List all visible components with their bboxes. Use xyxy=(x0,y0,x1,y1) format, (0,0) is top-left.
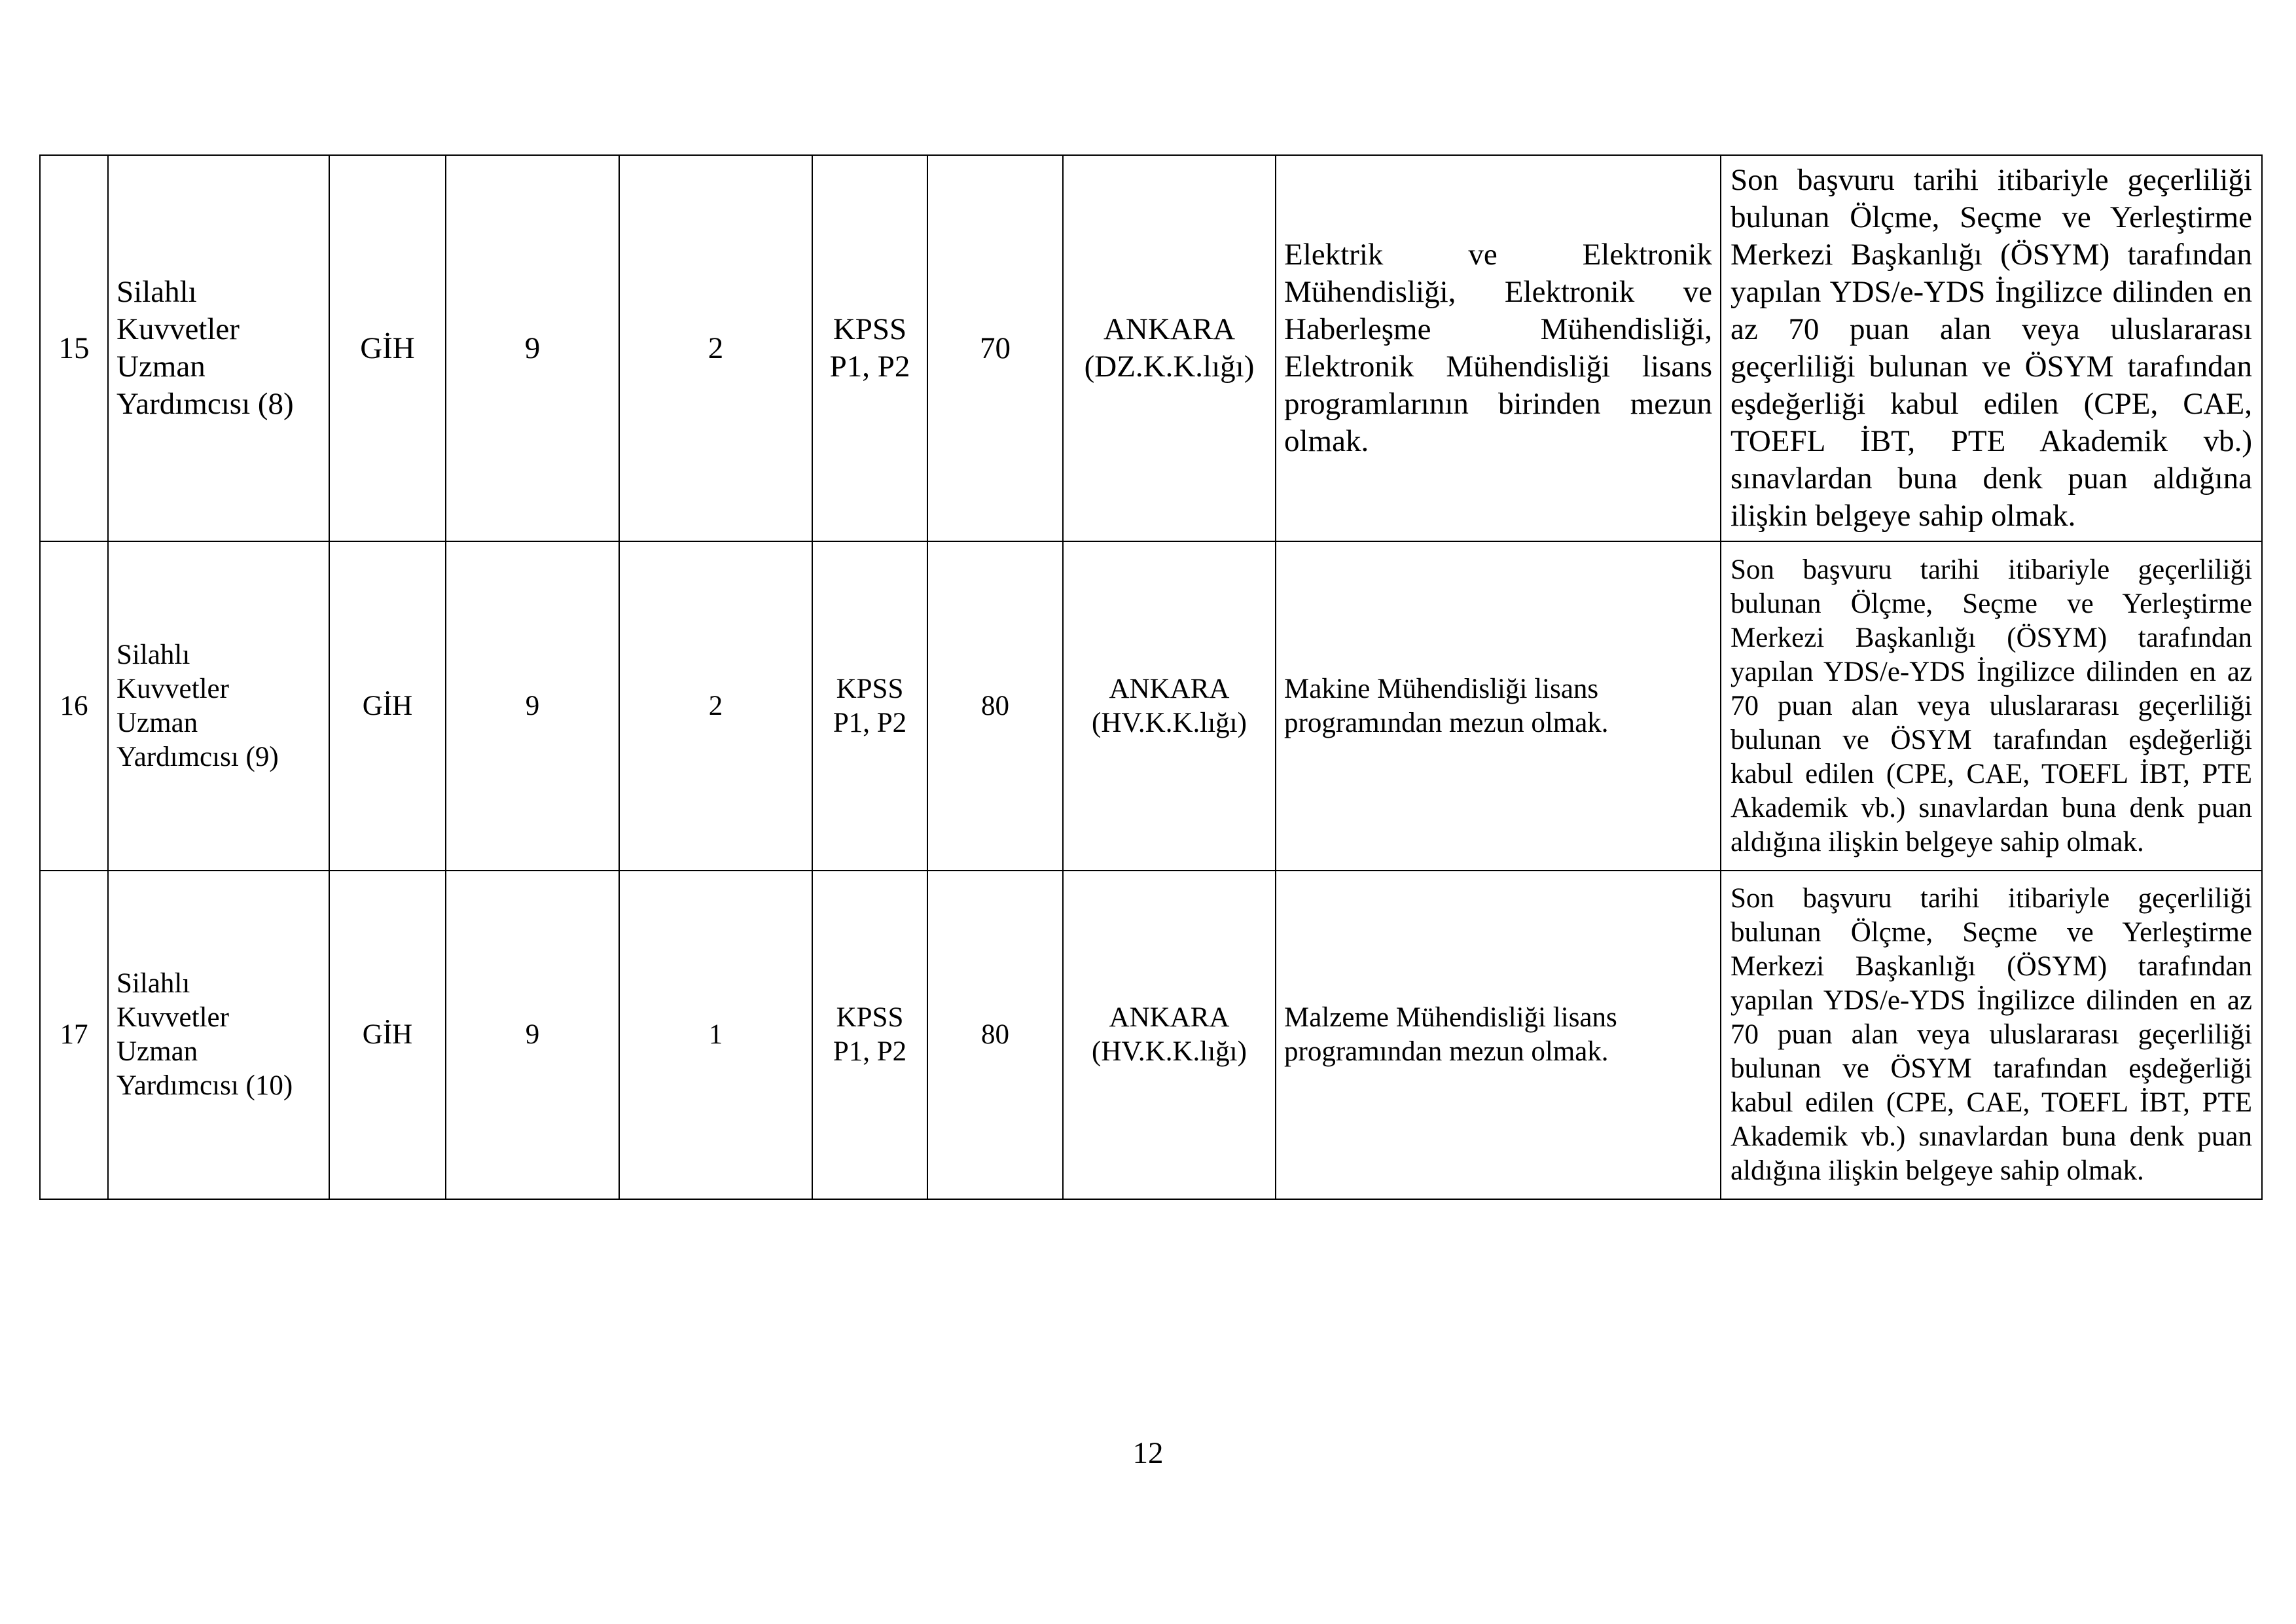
position-title-line: Silahlı xyxy=(117,639,190,670)
location-line: (HV.K.K.lığı) xyxy=(1092,1036,1247,1067)
position-title-line: Silahlı xyxy=(117,275,197,309)
class-cell: GİH xyxy=(329,871,446,1199)
score-cell: 70 xyxy=(927,155,1063,541)
position-title xyxy=(108,871,329,1199)
position-title-line: Uzman xyxy=(117,350,206,384)
grade-cell: 9 xyxy=(446,871,619,1199)
table-row xyxy=(40,541,2262,871)
position-table xyxy=(39,154,2263,1200)
location-line: ANKARA xyxy=(1109,1002,1230,1033)
position-title-line: Uzman xyxy=(117,1036,198,1067)
position-title xyxy=(108,155,329,541)
location-line: (HV.K.K.lığı) xyxy=(1092,707,1247,738)
table-row xyxy=(40,871,2262,1199)
row-number: 16 xyxy=(40,541,108,871)
location-line: ANKARA xyxy=(1109,673,1230,704)
location-cell xyxy=(1063,541,1276,871)
exam-cell xyxy=(812,541,927,871)
education-cell: Malzeme Mühendisliği lisans programından mezun olmak. xyxy=(1276,871,1721,1199)
location-cell xyxy=(1063,871,1276,1199)
count-cell: 1 xyxy=(619,871,812,1199)
grade-cell: 9 xyxy=(446,155,619,541)
position-title-line: Kuvvetler xyxy=(117,673,229,704)
exam-line: P1, P2 xyxy=(833,707,907,738)
position-title-line: Yardımcısı (8) xyxy=(117,387,294,421)
location-line: ANKARA xyxy=(1103,312,1236,346)
location-cell xyxy=(1063,155,1276,541)
position-title-line: Uzman xyxy=(117,707,198,738)
requirements-cell: Son başvuru tarihi itibariyle geçerliliği bulunan Ölçme, Seçme ve Yerleştirme Merkezi Başkanlığı (ÖSYM) tarafından yapılan YDS/e-YDS İngilizce dilinden en az 70 puan alan veya uluslararası geçerliliği bulunan ve ÖSYM tarafından eşdeğerliği kabul edilen (CPE, CAE, TOEFL İBT, PTE Akademik vb.) sınavlardan buna denk puan aldığına ilişkin belgeye sahip olmak. xyxy=(1721,871,2262,1199)
exam-cell xyxy=(812,871,927,1199)
exam-cell xyxy=(812,155,927,541)
requirements-cell: Son başvuru tarihi itibariyle geçerliliği bulunan Ölçme, Seçme ve Yerleştirme Merkezi Başkanlığı (ÖSYM) tarafından yapılan YDS/e-YDS İngilizce dilinden en az 70 puan alan veya uluslararası geçerliliği bulunan ve ÖSYM tarafından eşdeğerliği kabul edilen (CPE, CAE, TOEFL İBT, PTE Akademik vb.) sınavlardan buna denk puan aldığına ilişkin belgeye sahip olmak. xyxy=(1721,155,2262,541)
position-title-line: Kuvvetler xyxy=(117,1002,229,1033)
row-number: 17 xyxy=(40,871,108,1199)
grade-cell: 9 xyxy=(446,541,619,871)
exam-line: KPSS xyxy=(836,1002,904,1033)
row-number: 15 xyxy=(40,155,108,541)
location-line: (DZ.K.K.lığı) xyxy=(1084,350,1255,384)
position-title-line: Yardımcısı (10) xyxy=(117,1070,293,1101)
table-row xyxy=(40,155,2262,541)
education-cell: Elektrik ve Elektronik Mühendisliği, Elektronik ve Haberleşme Mühendisliği, Elektronik Mühendisliği lisans programlarının birinden mezun olmak. xyxy=(1276,155,1721,541)
exam-line: P1, P2 xyxy=(833,1036,907,1067)
count-cell: 2 xyxy=(619,541,812,871)
education-cell: Makine Mühendisliği lisans programından mezun olmak. xyxy=(1276,541,1721,871)
position-title-line: Kuvvetler xyxy=(117,312,240,346)
position-title-line: Yardımcısı (9) xyxy=(117,741,279,772)
exam-line: KPSS xyxy=(833,312,907,346)
class-cell: GİH xyxy=(329,541,446,871)
score-cell: 80 xyxy=(927,541,1063,871)
position-title xyxy=(108,541,329,871)
score-cell: 80 xyxy=(927,871,1063,1199)
position-title-line: Silahlı xyxy=(117,968,190,999)
page-number: 12 xyxy=(1132,1436,1164,1470)
requirements-cell: Son başvuru tarihi itibariyle geçerliliği bulunan Ölçme, Seçme ve Yerleştirme Merkezi Başkanlığı (ÖSYM) tarafından yapılan YDS/e-YDS İngilizce dilinden en az 70 puan alan veya uluslararası geçerliliği bulunan ve ÖSYM tarafından eşdeğerliği kabul edilen (CPE, CAE, TOEFL İBT, PTE Akademik vb.) sınavlardan buna denk puan aldığına ilişkin belgeye sahip olmak. xyxy=(1721,541,2262,871)
class-cell: GİH xyxy=(329,155,446,541)
count-cell: 2 xyxy=(619,155,812,541)
exam-line: P1, P2 xyxy=(829,350,910,384)
exam-line: KPSS xyxy=(836,673,904,704)
